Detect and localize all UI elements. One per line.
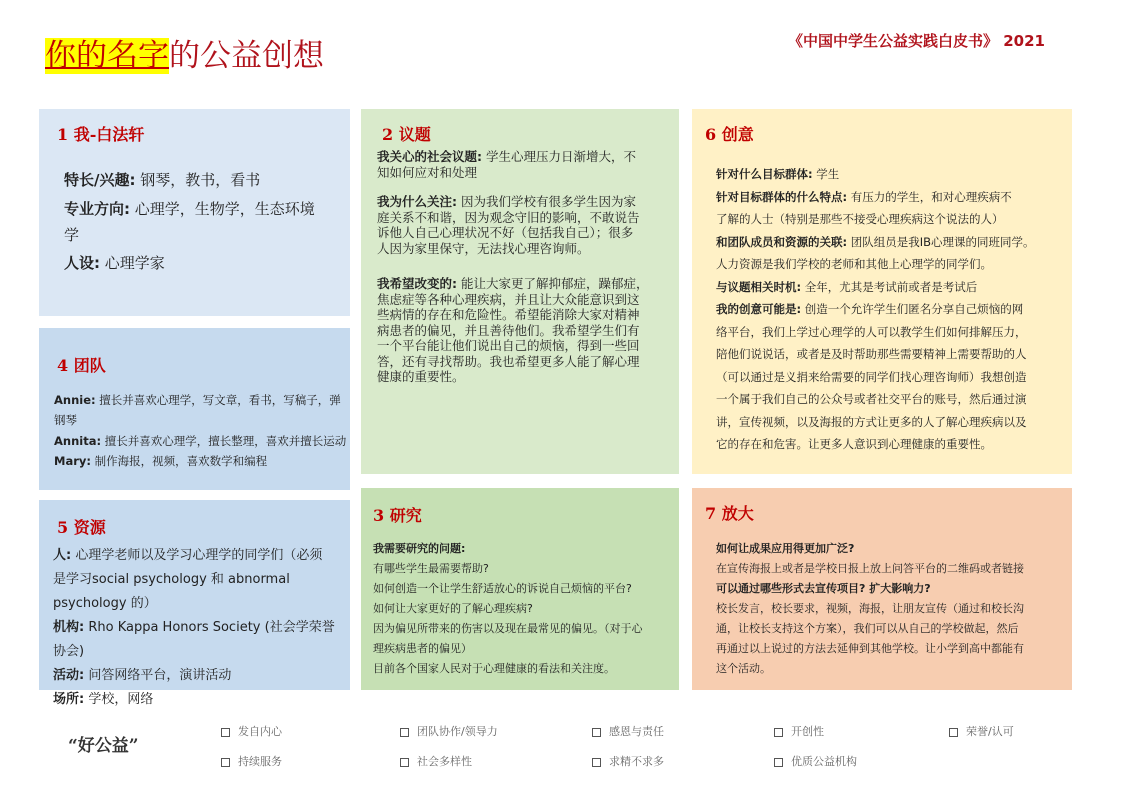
- checkbox-icon: [400, 728, 409, 737]
- resource-people: 人: 心理学老师以及学习心理学的同学们（必须: [53, 548, 323, 563]
- research-questions: 我需要研究的问题: 有哪些学生最需要帮助? 如何创造一个让学生舒适放心的诉说自己烦恼的平台? 如何让大家更好的了解心理疾病? 因为偏见所带来的伤害以及现在最常见的偏见。（对于心 理疾病患者的偏见） 目前各个国家人民对于心理健康的看法和关注度。: [373, 542, 643, 675]
- panel-heading: 3 研究: [373, 506, 422, 525]
- page-title: [45, 30, 324, 75]
- panel-heading: 6 创意: [705, 125, 754, 144]
- panel-research: [361, 488, 679, 690]
- checkbox-icon: [774, 728, 783, 737]
- name-placeholder: 你的名字: [45, 38, 169, 74]
- panel-team: [39, 328, 350, 490]
- team-member-annita: Annita: 擅长并喜欢心理学，擅长整理，喜欢并擅长运动: [54, 434, 347, 448]
- resource-org: 机构: Rho Kappa Honors Society (社会学荣誉: [53, 620, 335, 635]
- resource-activity: 活动: 问答网络平台，演讲活动: [53, 668, 232, 683]
- checkbox-icon: [592, 728, 601, 737]
- major-line: 专业方向: 心理学，生物学，生态环境: [64, 200, 315, 218]
- panel-resources: [39, 500, 350, 707]
- checkbox-icon: [949, 728, 958, 737]
- checkbox-innovation[interactable]: 开创性: [774, 723, 824, 739]
- team-member-annie-cont: 钢琴: [54, 413, 77, 427]
- resource-venue: 场所: 学校，网络: [53, 692, 154, 707]
- issue-block: 我关心的社会议题: 学生心理压力日渐增大，不 知如何应对和处理: [377, 149, 636, 180]
- checkbox-icon: [221, 728, 230, 737]
- good-charity-label: “好公益”: [68, 736, 139, 756]
- title-rest: 的公益创想: [169, 38, 324, 74]
- checkbox-diversity[interactable]: 社会多样性: [400, 753, 472, 769]
- publication-title: 《中国中学生公益实践白皮书》 2021: [788, 32, 1045, 50]
- team-member-mary: Mary: 制作海报，视频，喜欢数学和编程: [54, 454, 268, 468]
- checkbox-icon: [400, 758, 409, 767]
- checkbox-icon: [592, 758, 601, 767]
- panel-idea: [692, 109, 1072, 474]
- idea-block: 针对什么目标群体: 学生 针对目标群体的什么特点: 有压力的学生，和对心理疾病不 了解的人士（特别是那些不接受心理疾病这个说法的人） 和团队成员和资源的关联: 团队组员是我IB心理课的同班同学。 人力资源是我们学校的老师和其他上心理学的同学们。 与议题相关时机: 全年，尤其是考试前或者是考试后 我的创意可能是: 创造一个允许学生们匿名分享自己烦恼的网 络平台，我们上学过心理学的人可以教学生们如何排解压力， 陪他们说说话，或者是及时帮助那些需要精神上需要帮助的人 （可以通过是义捐来给需要的同学们找心理咨询师）我想创造 一个属于我们自己的公众号或者社交平台的账号，然后通过演 讲，宣传视频，以及海报的方式让更多的人了解心理疾病以及 它的存在和危害。让更多人意识到心理健康的重要性。: [716, 167, 1035, 451]
- checkbox-sincere[interactable]: 发自内心: [221, 723, 282, 739]
- resource-org-cont: 协会): [53, 644, 85, 659]
- panel-heading: 4 团队: [57, 356, 106, 375]
- panel-heading: 2 议题: [382, 125, 431, 144]
- checkbox-continuous[interactable]: 持续服务: [221, 753, 282, 769]
- scale-block: 如何让成果应用得更加广泛? 在宣传海报上或者是学校日报上放上问答平台的二维码或者链接 可以通过哪些形式去宣传项目? 扩大影响力? 校长发言，校长要求，视频，海报，让朋友宣传（通过和校长沟 通，让校长支持这个方案），我们可以从自己的学校做起，然后 再通过以上说过的方法去延伸到其他学校。让小学到高中都能有 这个活动。: [716, 542, 1024, 675]
- why-block: 我为什么关注: 因为我们学校有很多学生因为家 庭关系不和谐，因为观念守旧的影响，不敢说告 诉他人自己心理状况不好（包括我自己）；很多 人因为家里保守，无法找心理咨询师。: [377, 194, 640, 256]
- major-line-cont: 学: [64, 226, 80, 244]
- persona-line: 人设: 心理学家: [64, 254, 165, 272]
- panel-me: [39, 109, 350, 316]
- panel-scale: [692, 488, 1072, 690]
- interest-line: 特长/兴趣: 钢琴，教书，看书: [64, 171, 261, 189]
- checkbox-icon: [221, 758, 230, 767]
- checkbox-gratitude[interactable]: 感恩与责任: [592, 723, 664, 739]
- resource-people-cont2: psychology 的）: [53, 596, 157, 611]
- checkbox-quality[interactable]: 求精不求多: [592, 753, 664, 769]
- change-block: 我希望改变的: 能让大家更了解抑郁症，躁郁症， 焦虑症等各种心理疾病，并且让大众能意识到这 些病情的存在和危险性。希望能消除大家对精神 病患者的偏见，并且善待他们。我希望学生们有 一个平台能让他们说出自己的烦恼，得到一些回 答，还有寻找帮助。我也希望更多人能了解心理 健康的重要性。: [377, 276, 649, 384]
- panel-issue: [361, 109, 679, 474]
- panel-heading: 1 我-白法轩: [57, 125, 145, 144]
- team-member-annie: Annie: 擅长并喜欢心理学，写文章，看书，写稿子，弹: [54, 393, 341, 407]
- checkbox-icon: [774, 758, 783, 767]
- checkbox-teamwork[interactable]: 团队协作/领导力: [400, 723, 498, 739]
- checkbox-org[interactable]: 优质公益机构: [774, 753, 857, 769]
- panel-heading: 7 放大: [705, 504, 754, 523]
- panel-heading: 5 资源: [57, 518, 106, 537]
- checkbox-honor[interactable]: 荣誉/认可: [949, 723, 1014, 739]
- resource-people-cont1: 是学习social psychology 和 abnormal: [53, 572, 290, 587]
